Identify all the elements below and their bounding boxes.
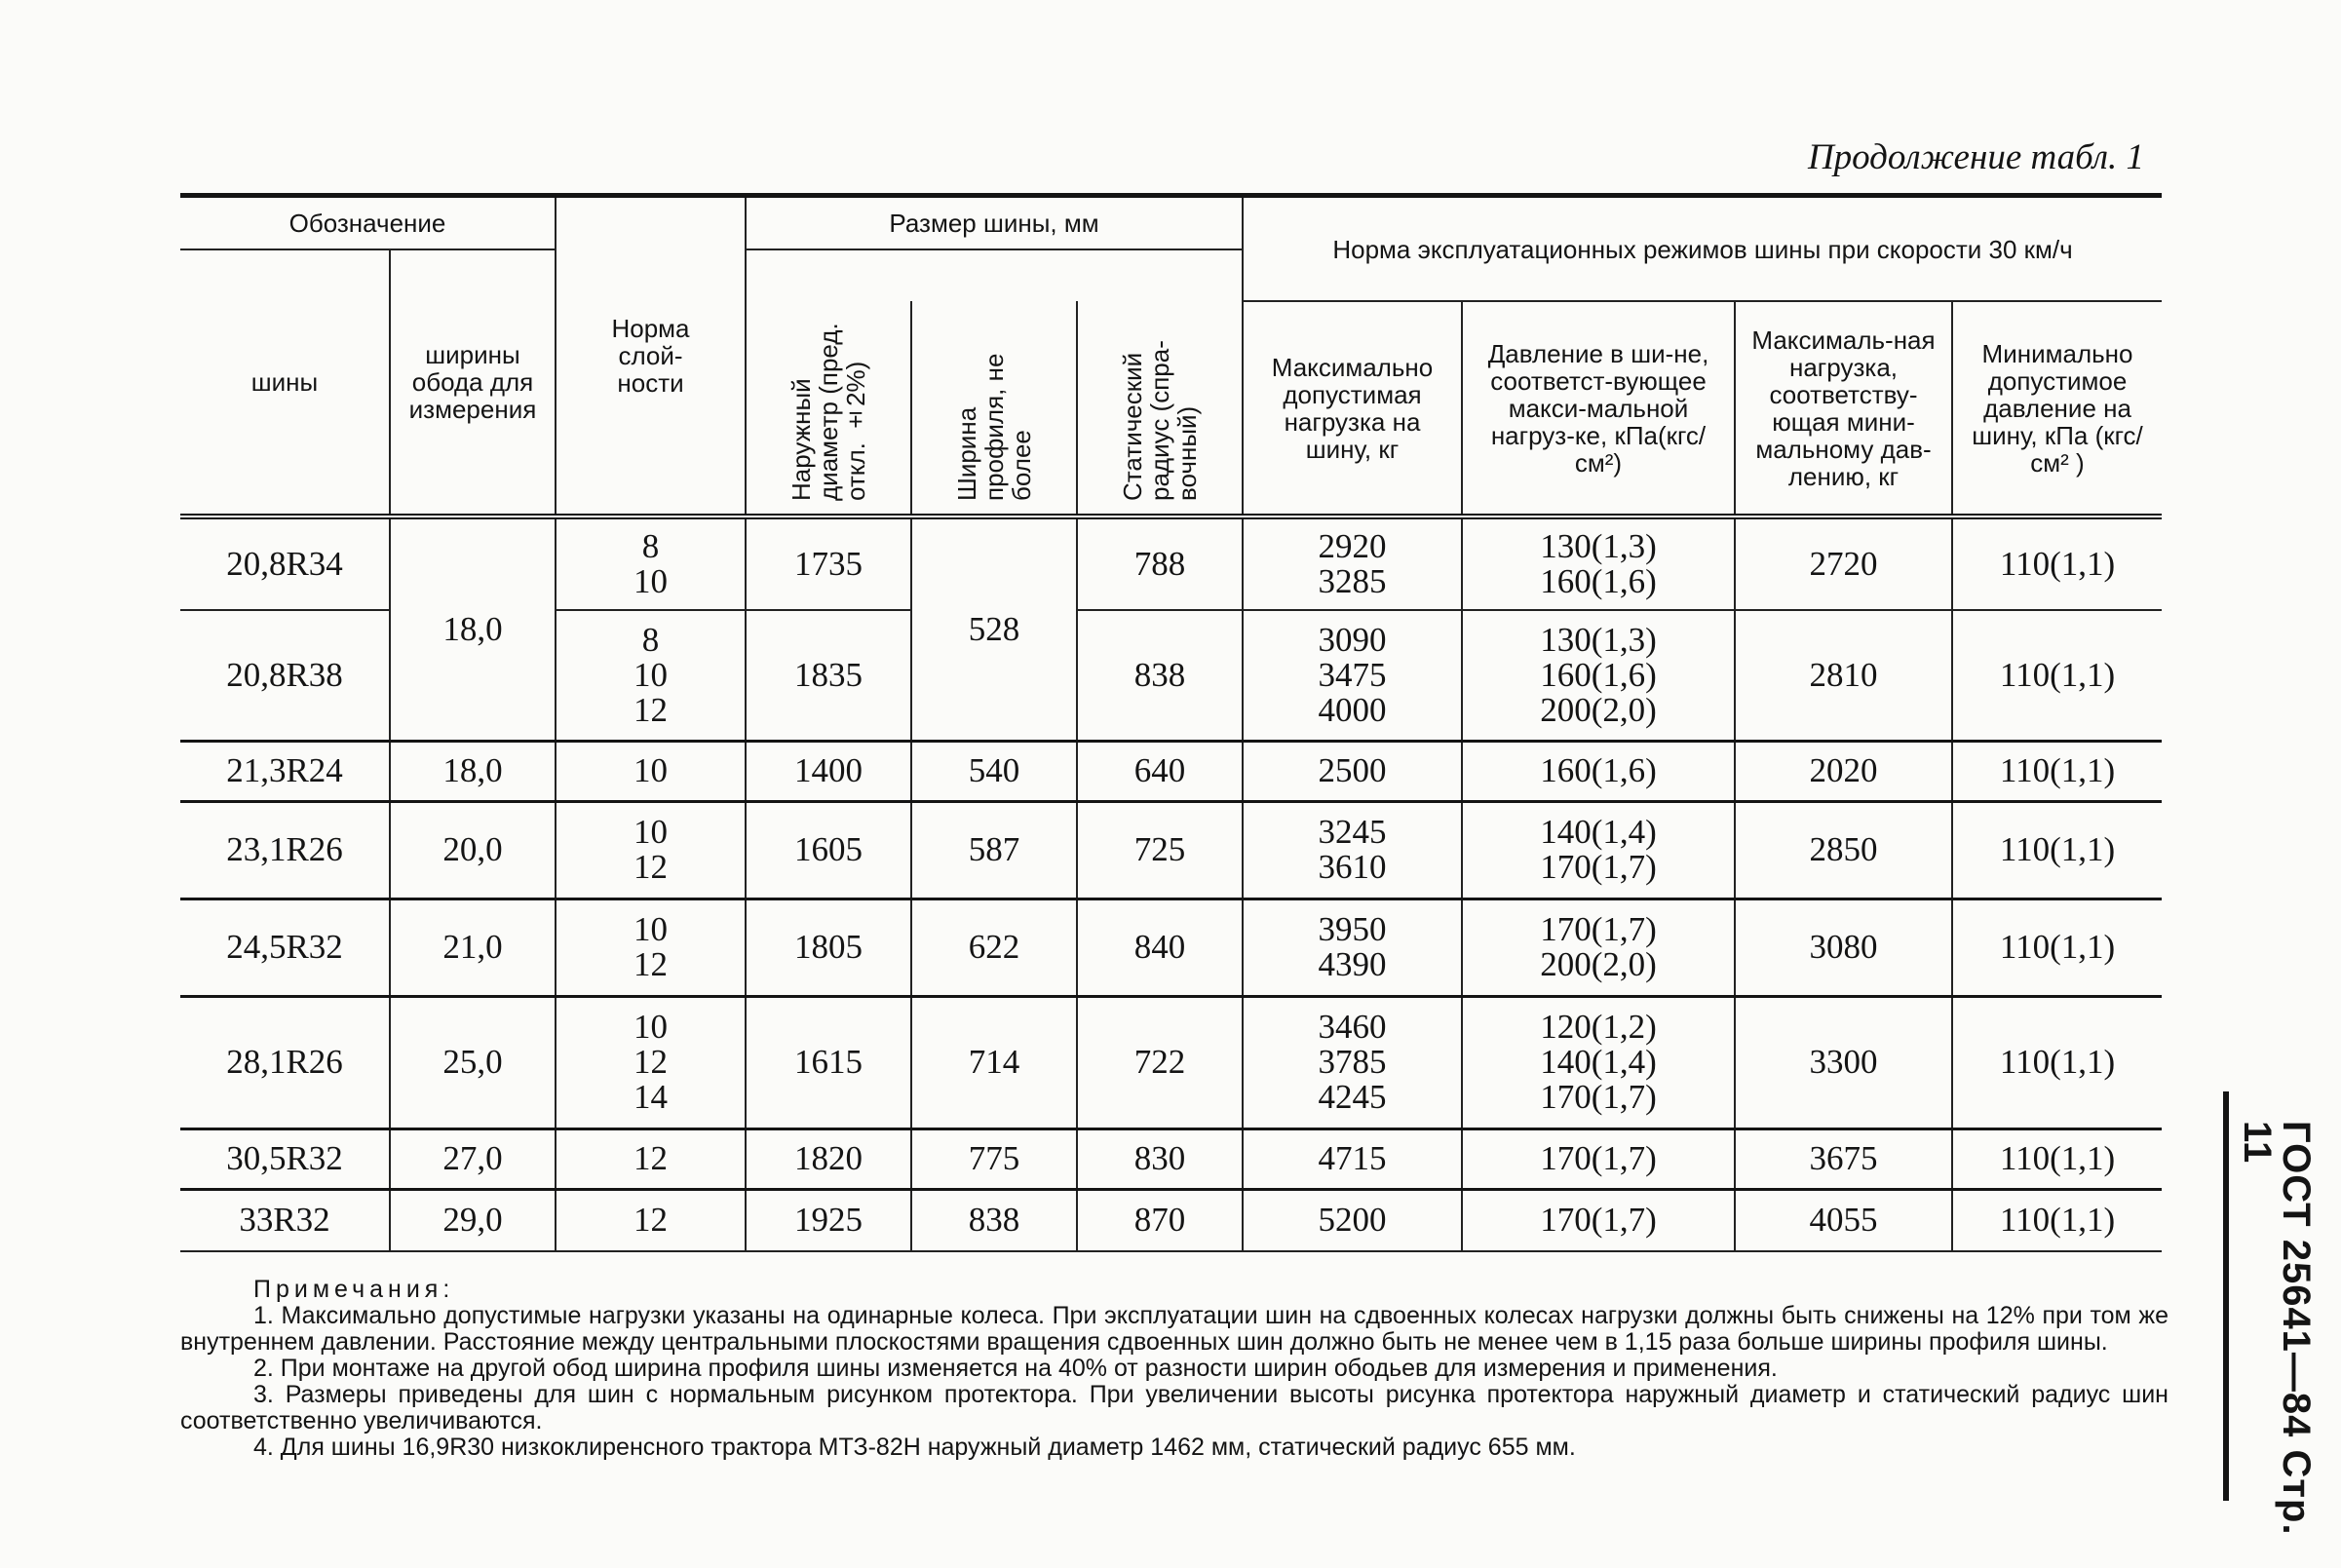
cell-load: 4715 — [1243, 1128, 1462, 1189]
cell-min-pressure: 110(1,1) — [1952, 996, 2162, 1128]
table-row — [180, 801, 2162, 899]
cell-load: 3950 4390 — [1243, 899, 1462, 996]
cell-tyre: 23,1R26 — [180, 801, 390, 899]
cell-tyre: 20,8R34 — [180, 516, 390, 610]
cell-radius: 788 — [1077, 516, 1243, 610]
cell-diameter: 1820 — [746, 1128, 911, 1189]
header-ply-rating: Норма слой-ности — [556, 196, 746, 517]
cell-rim: 18,0 — [390, 741, 556, 801]
cell-rim: 21,0 — [390, 899, 556, 996]
header-min-pressure: Минимально допустимое давление на шину, кПа (кгс/см² ) — [1952, 301, 2162, 516]
table-row — [180, 516, 2162, 610]
cell-diameter: 1805 — [746, 899, 911, 996]
table-row — [180, 1128, 2162, 1189]
note-1: 1. Максимально допустимые нагрузки указаны на одинарные колеса. При эксплуатации шин на сдвоенных колесах нагрузки должны быть снижены на 12% при том же внутреннем давлении. Расстояние между центральными плоскостями вращения сдвоенных шин должно быть не менее чем в 1,15 раза больше ширины профиля шины. — [180, 1302, 2168, 1356]
cell-load-min: 2720 — [1735, 516, 1952, 610]
cell-radius: 830 — [1077, 1128, 1243, 1189]
side-rule — [2223, 1091, 2229, 1501]
cell-pressure: 160(1,6) — [1462, 741, 1735, 801]
cell-min-pressure: 110(1,1) — [1952, 1189, 2162, 1251]
notes-heading: Примечания: — [253, 1276, 455, 1303]
cell-width: 838 — [911, 1189, 1077, 1251]
cell-load-min: 2810 — [1735, 610, 1952, 741]
cell-min-pressure: 110(1,1) — [1952, 801, 2162, 899]
note-2: 2. При монтаже на другой обод ширина профиля шины изменяется на 40% от разности ширин ободьев для измерения и применения. — [253, 1355, 1778, 1382]
note-3: 3. Размеры приведены для шин с нормальным рисунком протектора. При увеличении высоты рисунка протектора наружный диаметр и статический радиус шин соответственно увеличиваются. — [180, 1381, 2168, 1434]
cell-load-min: 3080 — [1735, 899, 1952, 996]
cell-rim: 25,0 — [390, 996, 556, 1128]
table-row — [180, 741, 2162, 801]
cell-ply: 8 10 — [556, 516, 746, 610]
cell-pressure: 170(1,7) 200(2,0) — [1462, 899, 1735, 996]
continuation-title: Продолжение табл. 1 — [1807, 137, 2144, 177]
cell-min-pressure: 110(1,1) — [1952, 516, 2162, 610]
cell-radius: 725 — [1077, 801, 1243, 899]
cell-load: 2920 3285 — [1243, 516, 1462, 610]
cell-ply: 12 — [556, 1128, 746, 1189]
cell-min-pressure: 110(1,1) — [1952, 899, 2162, 996]
cell-radius: 870 — [1077, 1189, 1243, 1251]
header-max-load: Максимально допустимая нагрузка на шину, кг — [1243, 301, 1462, 516]
cell-tyre: 20,8R38 — [180, 610, 390, 741]
cell-load-min: 2850 — [1735, 801, 1952, 899]
cell-ply: 8 10 12 — [556, 610, 746, 741]
cell-tyre: 28,1R26 — [180, 996, 390, 1128]
cell-radius: 722 — [1077, 996, 1243, 1128]
header-section-width: Ширина профиля, не более — [911, 301, 1077, 516]
cell-rim: 29,0 — [390, 1189, 556, 1251]
header-designation: Обозначение — [180, 196, 556, 250]
cell-radius: 840 — [1077, 899, 1243, 996]
note-4: 4. Для шины 16,9R30 низкоклиренсного трактора МТЗ-82Н наружный диаметр 1462 мм, статический радиус 655 мм. — [253, 1434, 1576, 1461]
cell-load-min: 3300 — [1735, 996, 1952, 1128]
cell-diameter: 1735 — [746, 516, 911, 610]
cell-pressure: 170(1,7) — [1462, 1189, 1735, 1251]
cell-diameter: 1400 — [746, 741, 911, 801]
cell-diameter: 1925 — [746, 1189, 911, 1251]
table-row — [180, 996, 2162, 1128]
cell-min-pressure: 110(1,1) — [1952, 741, 2162, 801]
cell-load: 5200 — [1243, 1189, 1462, 1251]
cell-width: 775 — [911, 1128, 1077, 1189]
cell-tyre: 30,5R32 — [180, 1128, 390, 1189]
header-rim-width: ширины обода для измерения — [390, 249, 556, 516]
cell-pressure: 170(1,7) — [1462, 1128, 1735, 1189]
standard-page-label: ГОСТ 25641—84 Стр. 11 — [2236, 1121, 2318, 1536]
cell-ply: 10 12 — [556, 899, 746, 996]
header-pressure: Давление в ши-не, соответст-вующее макси-мальной нагруз-ке, кПа(кгс/см²) — [1462, 301, 1735, 516]
cell-rim: 20,0 — [390, 801, 556, 899]
cell-ply: 10 12 14 — [556, 996, 746, 1128]
cell-ply: 10 12 — [556, 801, 746, 899]
cell-rim: 27,0 — [390, 1128, 556, 1189]
cell-pressure: 130(1,3) 160(1,6) 200(2,0) — [1462, 610, 1735, 741]
cell-pressure: 140(1,4) 170(1,7) — [1462, 801, 1735, 899]
cell-ply: 12 — [556, 1189, 746, 1251]
cell-radius: 838 — [1077, 610, 1243, 741]
cell-load: 2500 — [1243, 741, 1462, 801]
cell-diameter: 1835 — [746, 610, 911, 741]
cell-load-min: 2020 — [1735, 741, 1952, 801]
table-row — [180, 1189, 2162, 1251]
header-outer-diameter: Наружный диаметр (пред. откл. ±2%) — [746, 301, 911, 516]
cell-width: 528 — [911, 516, 1077, 741]
cell-width: 622 — [911, 899, 1077, 996]
cell-diameter: 1615 — [746, 996, 911, 1128]
header-static-radius: Статический радиус (спра-вочный) — [1077, 301, 1243, 516]
cell-rim: 18,0 — [390, 516, 556, 741]
header-norms: Норма эксплуатационных режимов шины при скорости 30 км/ч — [1243, 196, 2162, 302]
table-row — [180, 899, 2162, 996]
tyre-table — [180, 193, 2162, 1252]
notes-block — [180, 1277, 2168, 1461]
cell-load-min: 4055 — [1735, 1189, 1952, 1251]
header-tyre-size: Размер шины, мм — [747, 198, 1242, 250]
cell-load: 3460 3785 4245 — [1243, 996, 1462, 1128]
cell-load-min: 3675 — [1735, 1128, 1952, 1189]
cell-load: 3090 3475 4000 — [1243, 610, 1462, 741]
cell-tyre: 24,5R32 — [180, 899, 390, 996]
cell-radius: 640 — [1077, 741, 1243, 801]
header-max-load-min-pressure: Максималь-ная нагрузка, соответству-ющая мини-мальному дав-лению, кг — [1735, 301, 1952, 516]
cell-tyre: 21,3R24 — [180, 741, 390, 801]
cell-ply: 10 — [556, 741, 746, 801]
cell-width: 540 — [911, 741, 1077, 801]
header-size-cell — [746, 196, 1243, 302]
cell-pressure: 130(1,3) 160(1,6) — [1462, 516, 1735, 610]
cell-pressure: 120(1,2) 140(1,4) 170(1,7) — [1462, 996, 1735, 1128]
cell-width: 714 — [911, 996, 1077, 1128]
cell-load: 3245 3610 — [1243, 801, 1462, 899]
cell-tyre: 33R32 — [180, 1189, 390, 1251]
cell-diameter: 1605 — [746, 801, 911, 899]
cell-width: 587 — [911, 801, 1077, 899]
header-tyre: шины — [250, 367, 319, 397]
cell-min-pressure: 110(1,1) — [1952, 1128, 2162, 1189]
cell-min-pressure: 110(1,1) — [1952, 610, 2162, 741]
